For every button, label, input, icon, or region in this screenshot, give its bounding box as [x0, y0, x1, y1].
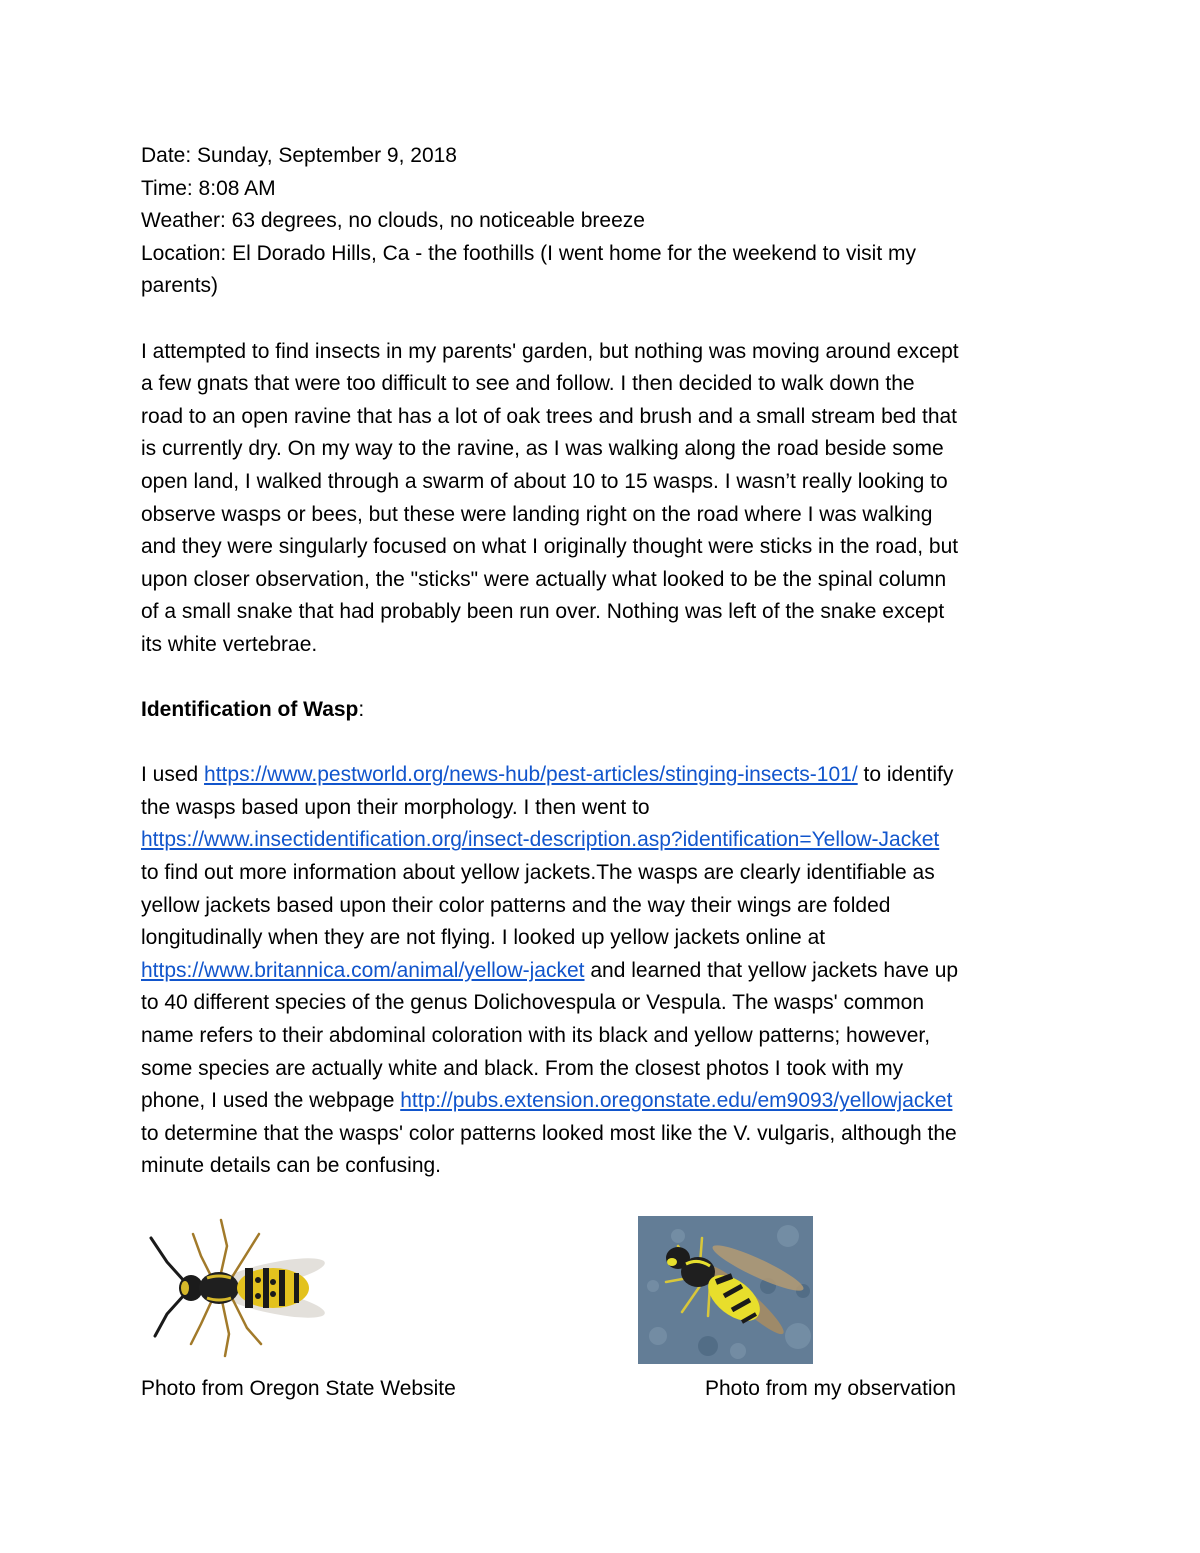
right-photo-caption: Photo from my observation — [705, 1377, 956, 1400]
paragraph-line: a few gnats that were too difficult to see and follow. I then decided to walk down the — [141, 372, 915, 396]
paragraph-line: of a small snake that had probably been run over. Nothing was left of the snake except — [141, 600, 945, 624]
weather-line: Weather: 63 degrees, no clouds, no noticeable breeze — [141, 209, 645, 233]
paragraph-line — [141, 759, 1061, 792]
paragraph-line: observe wasps or bees, but these were landing right on the road where I was walking — [141, 502, 933, 526]
text-fragment: I used — [141, 763, 205, 787]
date-line: Date: Sunday, September 9, 2018 — [141, 144, 457, 167]
wasp-on-road-icon — [638, 1216, 813, 1364]
paragraph-line: is currently dry. On my way to the ravine, as I was walking along the road beside some — [141, 437, 944, 461]
time-line: Time: 8:08 AM — [141, 176, 276, 200]
identification-paragraph — [141, 759, 1061, 1183]
paragraph-line: upon closer observation, the "sticks" were actually what looked to be the spinal column — [141, 567, 947, 591]
britannica-link[interactable]: https://www.britannica.com/animal/yellow-jacket — [141, 958, 585, 982]
paragraph-line: the wasps based upon their morphology. I then went to — [141, 795, 650, 819]
paragraph-line: road to an open ravine that has a lot of oak trees and brush and a small stream bed that — [141, 404, 958, 428]
text-fragment: to identify — [857, 763, 954, 787]
paragraph-line: longitudinally when they are not flying. I looked up yellow jackets online at — [141, 926, 826, 950]
paragraph-line: to determine that the wasps' color patterns looked most like the V. vulgaris, although the — [141, 1121, 957, 1145]
left-photo-caption: Photo from Oregon State Website — [141, 1377, 456, 1400]
spacer — [141, 727, 1061, 760]
pestworld-link[interactable]: https://www.pestworld.org/news-hub/pest-articles/stinging-insects-101/ — [204, 763, 858, 787]
wasp-illustration-icon — [141, 1216, 327, 1362]
paragraph-line — [141, 1085, 1061, 1118]
paragraph-line: and they were singularly focused on what I originally thought were sticks in the road, but — [141, 535, 959, 559]
text-fragment: and learned that yellow jackets have up — [584, 958, 959, 982]
spacer — [141, 303, 1061, 336]
spacer — [141, 662, 1061, 695]
location-line: Location: El Dorado Hills, Ca - the foothills (I went home for the weekend to visit my — [141, 241, 917, 265]
paragraph-line: to 40 different species of the genus Dolichovespula or Vespula. The wasps' common — [141, 991, 925, 1015]
yellow-jacket-observation-photo — [638, 1216, 813, 1364]
insectidentification-link[interactable]: https://www.insectidentification.org/insect-description.asp?identification=Yellow-Jacket — [141, 828, 940, 852]
yellow-jacket-photo — [141, 1216, 327, 1362]
document-body — [141, 140, 1061, 1183]
paragraph-line: name refers to their abdominal coloration with its black and yellow patterns; however, — [141, 1024, 931, 1048]
paragraph-line: open land, I walked through a swarm of about 10 to 15 wasps. I wasn’t really looking to — [141, 469, 948, 493]
paragraph-line: some species are actually white and black. From the closest photos I took with my — [141, 1056, 904, 1080]
paragraph-line: minute details can be confusing. — [141, 1154, 442, 1178]
oregonstate-link[interactable]: http://pubs.extension.oregonstate.edu/em9093/yellowjacket — [400, 1089, 953, 1113]
paragraph-line: I attempted to find insects in my parents' garden, but nothing was moving around except — [141, 339, 959, 363]
paragraph-line: yellow jackets based upon their color patterns and the way their wings are folded — [141, 893, 891, 917]
text-fragment: phone, I used the webpage — [141, 1089, 401, 1113]
section-heading-colon: : — [358, 698, 365, 722]
paragraph-line — [141, 824, 1061, 857]
section-heading-text: Identification of Wasp — [141, 698, 359, 722]
section-heading — [141, 694, 1061, 727]
narrative-paragraph — [141, 336, 1061, 662]
location-line-cont: parents) — [141, 274, 219, 298]
paragraph-line — [141, 955, 1061, 988]
paragraph-line: to find out more information about yellow jackets.The wasps are clearly identifiable as — [141, 861, 935, 885]
paragraph-line: its white vertebrae. — [141, 632, 318, 656]
